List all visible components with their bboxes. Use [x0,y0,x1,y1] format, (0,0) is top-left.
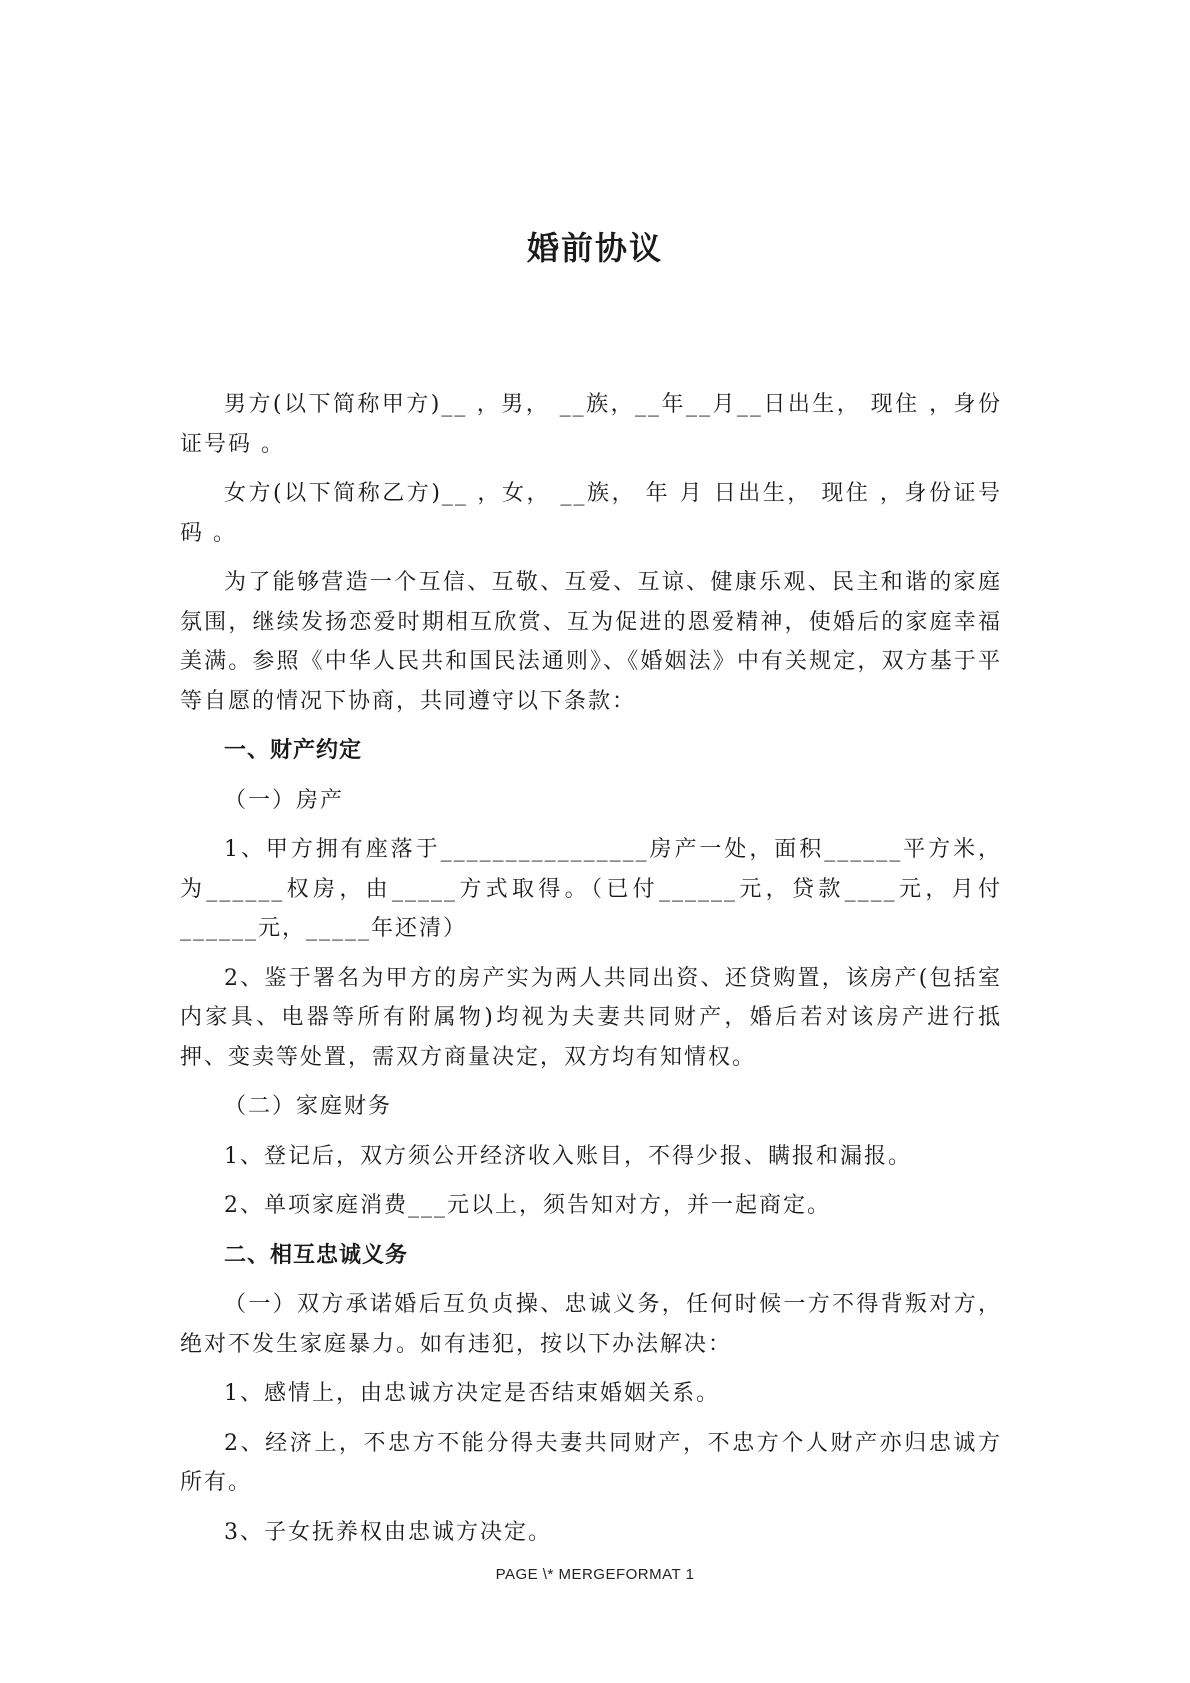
preamble-paragraph: 为了能够营造一个互信、互敬、互爱、互谅、健康乐观、民主和谐的家庭氛围，继续发扬恋爱时期相互欣赏、互为促进的恩爱精神，使婚后的家庭幸福美满。参照《中华人民共和国民法通则》、《婚姻法》中有关规定，双方基于平等自愿的情况下协商，共同遵守以下条款： [180,570,1002,714]
clause-paragraph: 1、登记后，双方须公开经济收入账目，不得少报、瞒报和漏报。 [224,1143,912,1169]
party-b-paragraph: 女方(以下简称乙方)__ ，女， __族， 年 月 日出生， 现住 ，身份证号码 。 [180,481,1002,546]
subsection-heading-house: （一）房产 [224,787,345,813]
party-a-paragraph: 男方(以下简称甲方)__ ，男， __族，__年__月__日出生， 现住 ，身份证号码 。 [180,392,1002,457]
subsection-heading-finance: （二）家庭财务 [224,1094,393,1119]
clause-paragraph: 1、甲方拥有座落于________________房产一处，面积______平方米，为______权房，由_____方式取得。（已付______元，贷款____元，月付______元，_____年还清） [180,837,1002,941]
clause-paragraph: （一）双方承诺婚后互负贞操、忠诚义务，任何时候一方不得背叛对方，绝对不发生家庭暴力。如有违犯，按以下办法解决： [180,1292,1002,1357]
section-heading-property: 一、财产约定 [224,737,363,763]
clause-paragraph: 2、鉴于署名为甲方的房产实为两人共同出资、还贷购置，该房产(包括室内家具、电器等所有附属物)均视为夫妻共同财产，婚后若对该房产进行抵押、变卖等处置，需双方商量决定，双方均有知情权。 [180,965,1002,1070]
section-heading-loyalty: 二、相互忠诚义务 [224,1241,409,1268]
clause-paragraph: 3、子女抚养权由忠诚方决定。 [224,1519,552,1545]
page-footer: PAGE \* MERGEFORMAT 1 [495,1566,695,1583]
document-title: 婚前协议 [526,229,663,267]
clause-paragraph: 1、感情上，由忠诚方决定是否结束婚姻关系。 [224,1381,720,1406]
document-body [180,385,1002,1562]
clause-paragraph: 2、经济上，不忠方不能分得夫妻共同财产，不忠方个人财产亦归忠诚方所有。 [180,1430,1002,1495]
clause-paragraph: 2、单项家庭消费___元以上，须告知对方，并一起商定。 [224,1193,831,1218]
